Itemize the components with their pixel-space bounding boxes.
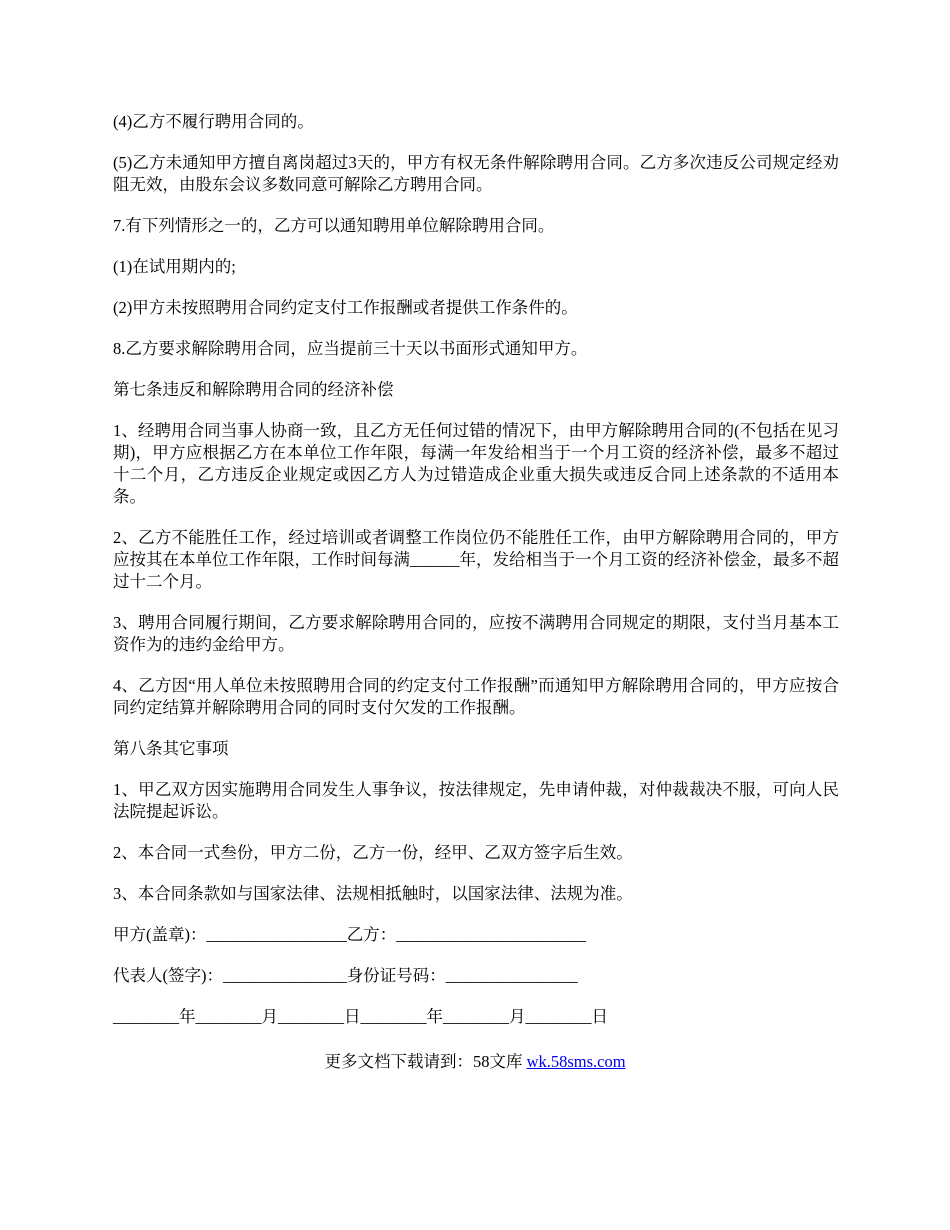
clause-7: 7.有下列情形之一的，乙方可以通知聘用单位解除聘用合同。 <box>113 216 555 235</box>
clause-7-item-1: (1)在试用期内的; <box>113 257 236 276</box>
article-8-item-1: 1、甲乙双方因实施聘用合同发生人事争议，按法律规定，先申请仲裁，对仲裁裁决不服，可向人民法院提起诉讼。 <box>113 780 839 821</box>
page-footer <box>0 1051 950 1073</box>
article-7-item-3: 3、聘用合同履行期间，乙方要求解除聘用合同的，应按不满聘用合同规定的期限，支付当月基本工资作为的违约金给甲方。 <box>113 613 839 654</box>
clause-7-item-2: (2)甲方未按照聘用合同约定支付工作报酬或者提供工作条件的。 <box>113 298 578 317</box>
article-7-item-4: 4、乙方因“用人单位未按照聘用合同的约定支付工作报酬”而通知甲方解除聘用合同的，甲方应按合同约定结算并解除聘用合同的同时支付欠发的工作报酬。 <box>113 676 839 717</box>
clause-5-item: (5)乙方未通知甲方擅自离岗超过3天的，甲方有权无条件解除聘用合同。乙方多次违反公司规定经劝阻无效，由股东会议多数同意可解除乙方聘用合同。 <box>113 153 839 194</box>
footer-text: 更多文档下载请到：58文库 <box>324 1052 527 1071</box>
signature-representative-line: 代表人(签字)：_______________身份证号码：________________ <box>113 966 578 985</box>
signature-date-line: ________年________月________日________年________月________日 <box>113 1007 608 1026</box>
article-7-item-2: 2、乙方不能胜任工作，经过培训或者调整工作岗位仍不能胜任工作，由甲方解除聘用合同的，甲方应按其在本单位工作年限，工作时间每满______年，发给相当于一个月工资的经济补偿金，最多不超过十二个月。 <box>113 528 839 591</box>
clause-8: 8.乙方要求解除聘用合同，应当提前三十天以书面形式通知甲方。 <box>113 339 588 358</box>
article-8-heading: 第八条其它事项 <box>113 739 229 758</box>
document-body <box>113 111 839 1047</box>
signature-party-line: 甲方(盖章)：_________________乙方：_______________________ <box>113 925 586 944</box>
article-8-item-3: 3、本合同条款如与国家法律、法规相抵触时，以国家法律、法规为准。 <box>113 884 633 903</box>
clause-4-item: (4)乙方不履行聘用合同的。 <box>113 112 314 131</box>
article-7-heading: 第七条违反和解除聘用合同的经济补偿 <box>113 380 394 399</box>
article-7-item-1: 1、经聘用合同当事人协商一致，且乙方无任何过错的情况下，由甲方解除聘用合同的(不包括在见习期)，甲方应根据乙方在本单位工作年限，每满一年发给相当于一个月工资的经济补偿，最多不超过十二个月，乙方违反企业规定或因乙方人为过错造成企业重大损失或违反合同上述条款的不适用本条。 <box>113 421 839 506</box>
footer-link[interactable]: wk.58sms.com <box>526 1052 626 1071</box>
article-8-item-2: 2、本合同一式叁份，甲方二份，乙方一份，经甲、乙双方签字后生效。 <box>113 843 633 862</box>
